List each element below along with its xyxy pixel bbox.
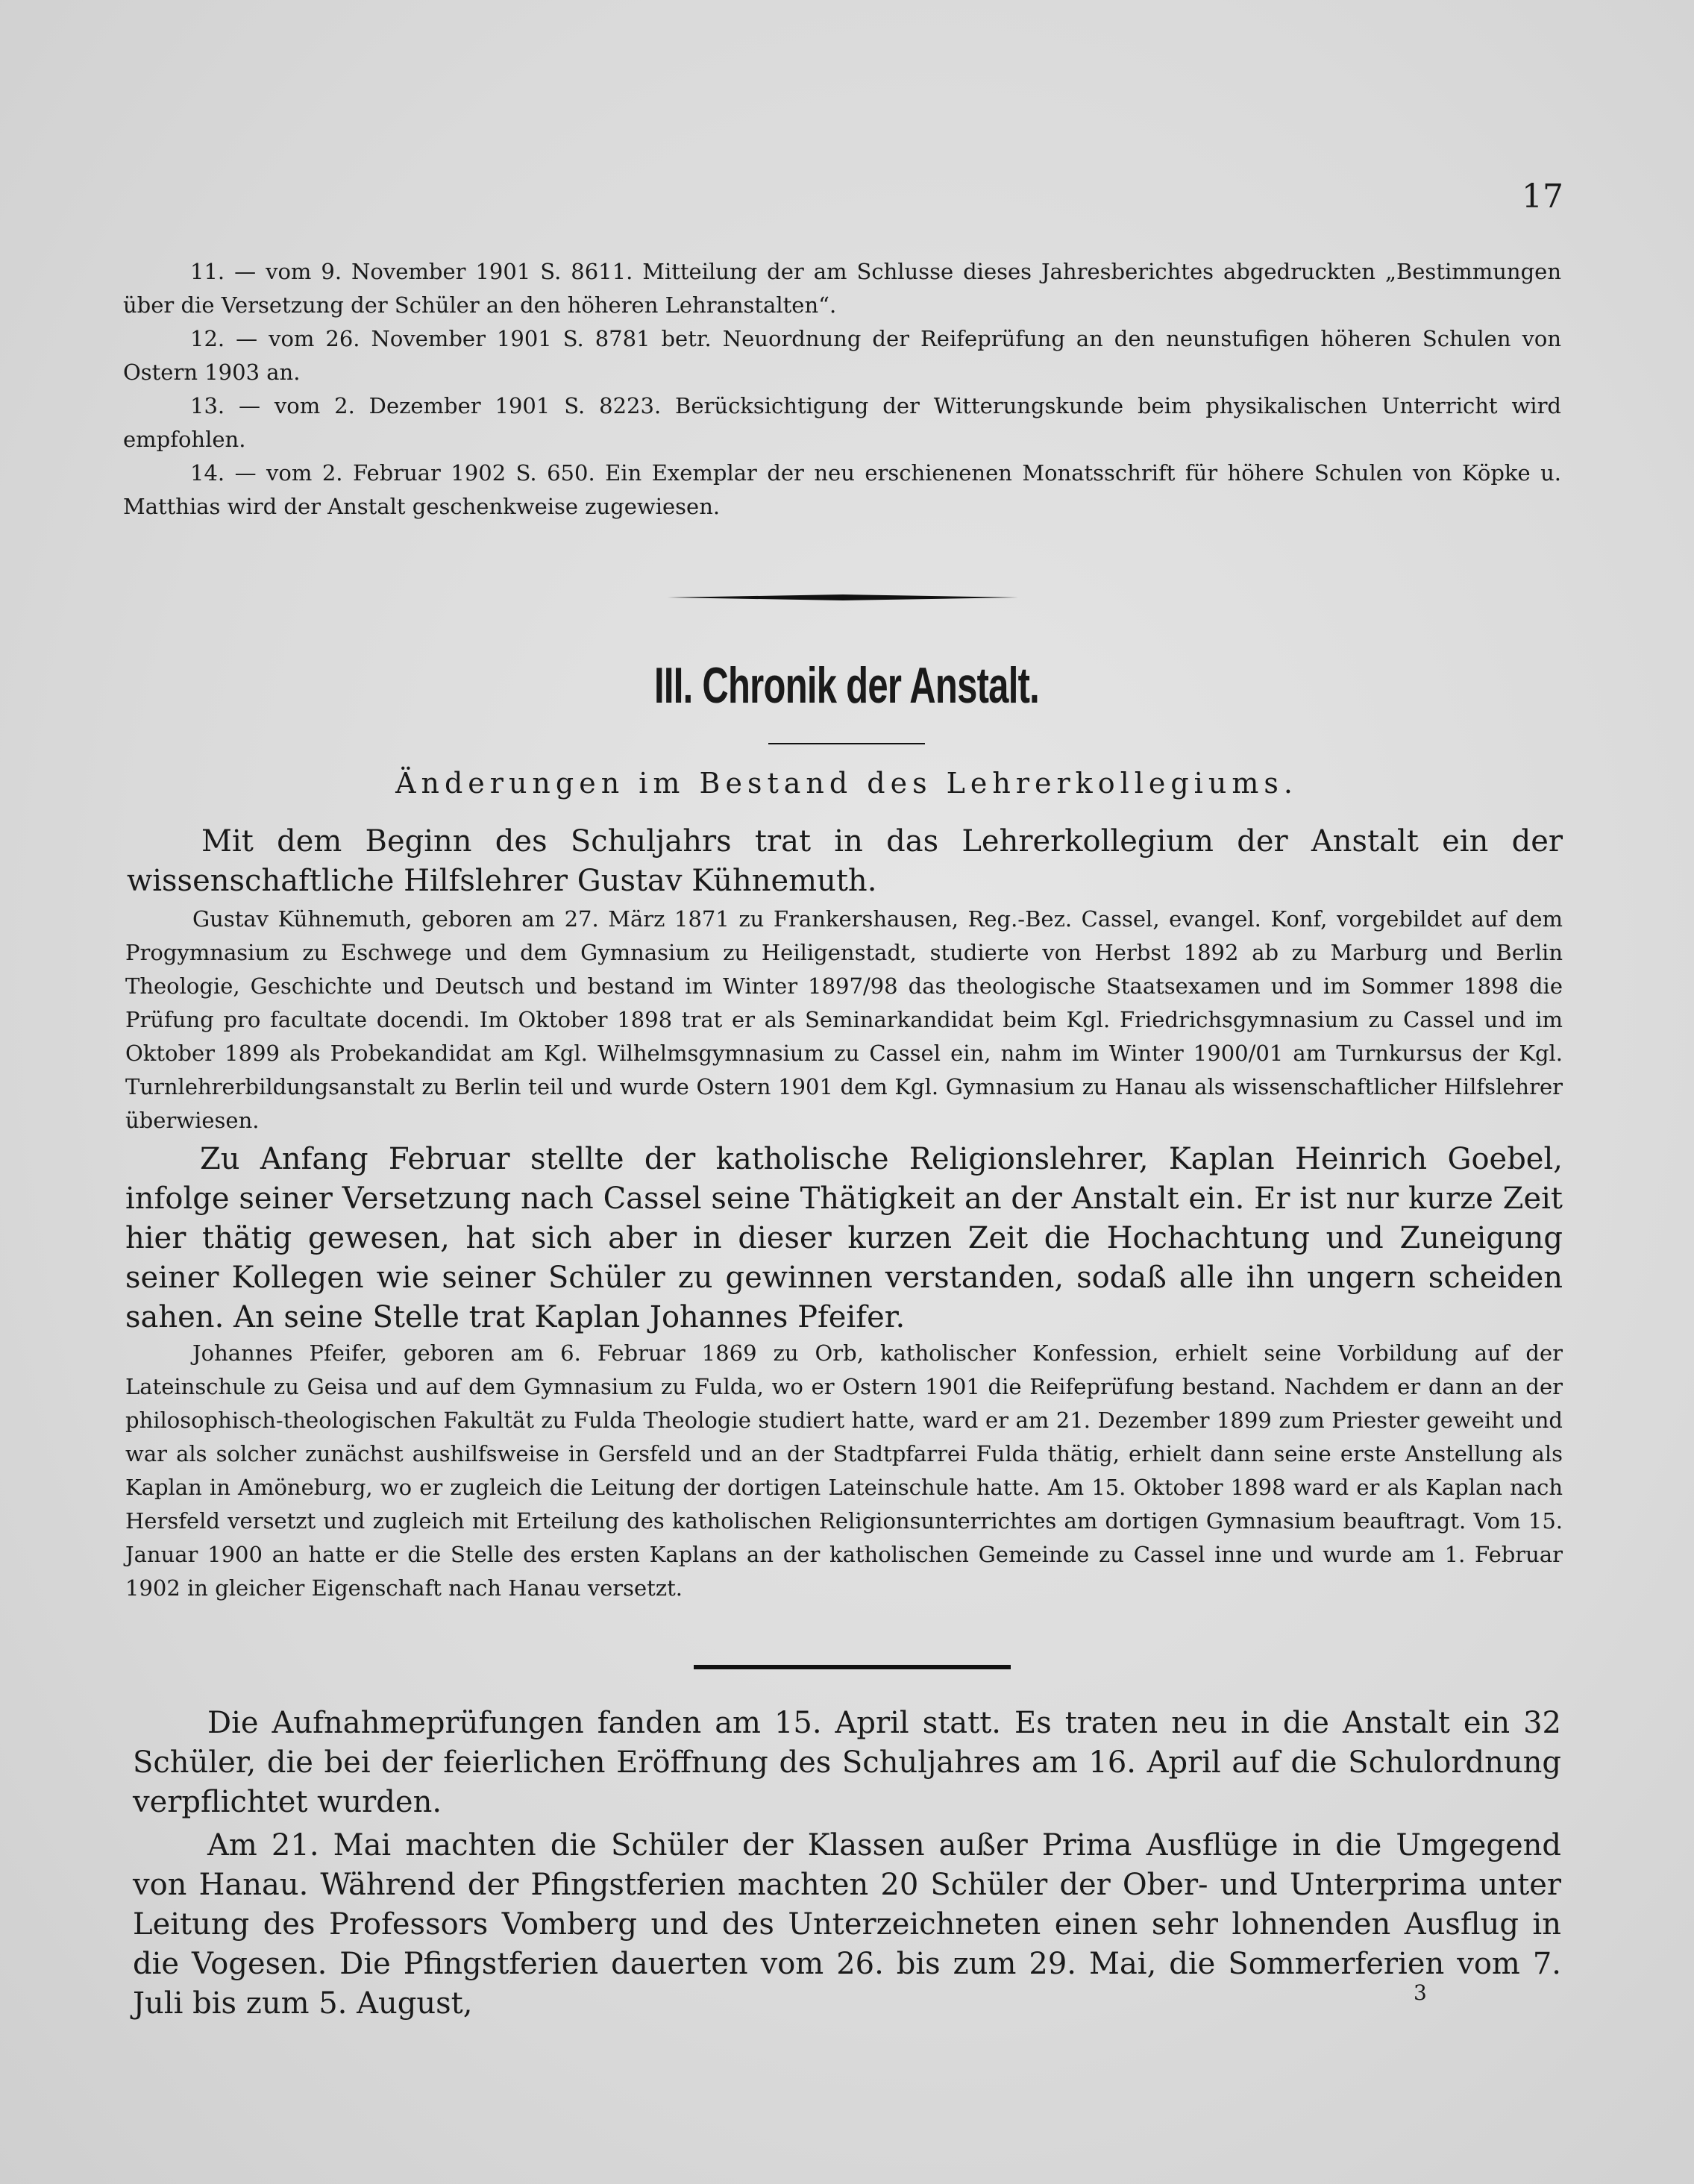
decree-number: 12. [190,326,225,351]
paragraph-divider [694,1665,1011,1669]
paragraph-1-wrap [127,822,1563,901]
page-number: 17 [1522,178,1563,216]
paragraph-2-wrap [125,1140,1563,1337]
section-title-wrap [474,656,1220,715]
sheet-signature: 3 [1414,1980,1427,2005]
paragraph: Zu Anfang Februar stellte der katholische Religionslehrer, Kaplan Heinrich Goebel, infolge seiner Versetzung nach Cassel seine Thätigkeit an der Anstalt ein. Er ist nur kurze Zeit hier thätig gewesen, hat sich aber in dieser kurzen Zeit die Hochachtung und Zuneigung seiner Kollegen wie seiner Schüler zu gewinnen verstanden, sodaß alle ihn ungern scheiden sahen. An seine Stelle trat Kaplan Johannes Pfeifer. [125,1142,1563,1334]
decree-text: — vom 26. November 1901 S. 8781 betr. Neuordnung der Reifeprüfung an den neunstufigen höheren Schulen von Ostern 1903 an. [123,326,1561,385]
bio-kuehnemuth: Gustav Kühnemuth, geboren am 27. März 1871 zu Frankershausen, Reg.-Bez. Cassel, evangel. Konf, vorgebildet auf dem Progymnasium zu Eschwege und dem Gymnasium zu Heiligenstadt, studierte von Herbst 1892 ab zu Marburg und Berlin Theologie, Geschichte und Deutsch und bestand im Winter 1897/98 das theologische Staatsexamen und im Sommer 1898 die Prüfung pro facultate docendi. Im Oktober 1898 trat er als Seminarkandidat beim Kgl. Friedrichsgymnasium zu Cassel und im Oktober 1899 als Probekandidat am Kgl. Wilhelmsgymnasium zu Cassel ein, nahm im Winter 1900/01 am Turnkursus der Kgl. Turnlehrerbildungsanstalt zu Berlin teil und wurde Ostern 1901 dem Kgl. Gymnasium zu Hanau als wissenschaftlicher Hilfslehrer überwiesen. [125,906,1563,1133]
tapered-rule-icon [668,594,1018,600]
decree-text: — vom 2. Februar 1902 S. 650. Ein Exemplar der neu erschienenen Monatsschrift für höhere Schulen von Köpke u. Matthias wird der Anstalt geschenkweise zugewiesen. [123,460,1561,519]
bio-pfeifer: Johannes Pfeifer, geboren am 6. Februar 1869 zu Orb, katholischer Konfession, erhielt seine Vorbildung auf der Lateinschule zu Geisa und auf dem Gymnasium zu Fulda, wo er Ostern 1901 die Reifeprüfung bestand. Nachdem er dann an der philosophisch-theologischen Fakultät zu Fulda Theologie studiert hatte, ward er am 21. Dezember 1899 zum Priester geweiht und war als solcher zunächst aushilfsweise in Gersfeld und an der Stadtpfarrei Fulda thätig, erhielt dann seine erste Anstellung als Kaplan in Amöneburg, wo er zugleich die Leitung der dortigen Lateinschule hatte. Am 15. Oktober 1898 ward er als Kaplan nach Hersfeld versetzt und zugleich mit Erteilung des katholischen Religionsunterrichtes am dortigen Gymnasium beauftragt. Vom 15. Januar 1900 an hatte er die Stelle des ersten Kaplans an der katholischen Gemeinde zu Cassel inne und wurde am 1. Februar 1902 in gleicher Eigenschaft nach Hanau versetzt. [125,1340,1563,1601]
decree-list [123,255,1561,524]
subsection-title-wrap [224,767,1469,800]
decree-item [123,389,1561,456]
decree-number: 14. [190,460,225,486]
section-title: III. Chronik der Anstalt. [653,657,1040,714]
decree-item [123,456,1561,524]
decree-text: — vom 9. November 1901 S. 8611. Mitteilung der am Schlusse dieses Jahresberichtes abgedruckten „Bestimmungen über die Versetzung der Schüler an den höheren Lehranstalten“. [123,259,1562,318]
section-divider [668,589,1018,595]
paragraph: Am 21. Mai machten die Schüler der Klassen außer Prima Ausflüge in die Umgegend von Hanau. Während der Pfingstferien machten 20 Schüler der Ober- und Unterprima unter Leitung des Professors Vomberg und des Unterzeichneten einen sehr lohnenden Ausflug in die Vogesen. Die Pfingstferien dauerten vom 26. bis zum 29. Mai, die Sommerferien vom 7. Juli bis zum 5. August, [133,1828,1561,2021]
bio-kuehnemuth-wrap [125,903,1563,1138]
bio-pfeifer-wrap [125,1337,1563,1605]
decree-number: 13. [190,393,225,418]
paragraph: Die Aufnahmeprüfungen fanden am 15. April statt. Es traten neu in die Anstalt ein 32 Schüler, die bei der feierlichen Eröffnung des Schuljahres am 16. April auf die Schulordnung verpflichtet wurden. [133,1706,1561,1819]
subsection-title: Änderungen im Bestand des Lehrerkollegiums. [395,767,1298,800]
title-underline [768,743,925,744]
decree-number: 11. [190,259,225,284]
paragraph: Mit dem Beginn des Schuljahrs trat in das Lehrerkollegium der Anstalt ein der wissenschaftliche Hilfslehrer Gustav Kühnemuth. [127,824,1563,898]
paragraph-4-wrap [133,1826,1561,2024]
decree-item [123,255,1561,322]
decree-item [123,322,1561,389]
paragraph-3-wrap [133,1704,1561,1822]
decree-text: — vom 2. Dezember 1901 S. 8223. Berücksichtigung der Witterungskunde beim physikalischen Unterricht wird empfohlen. [123,393,1561,452]
